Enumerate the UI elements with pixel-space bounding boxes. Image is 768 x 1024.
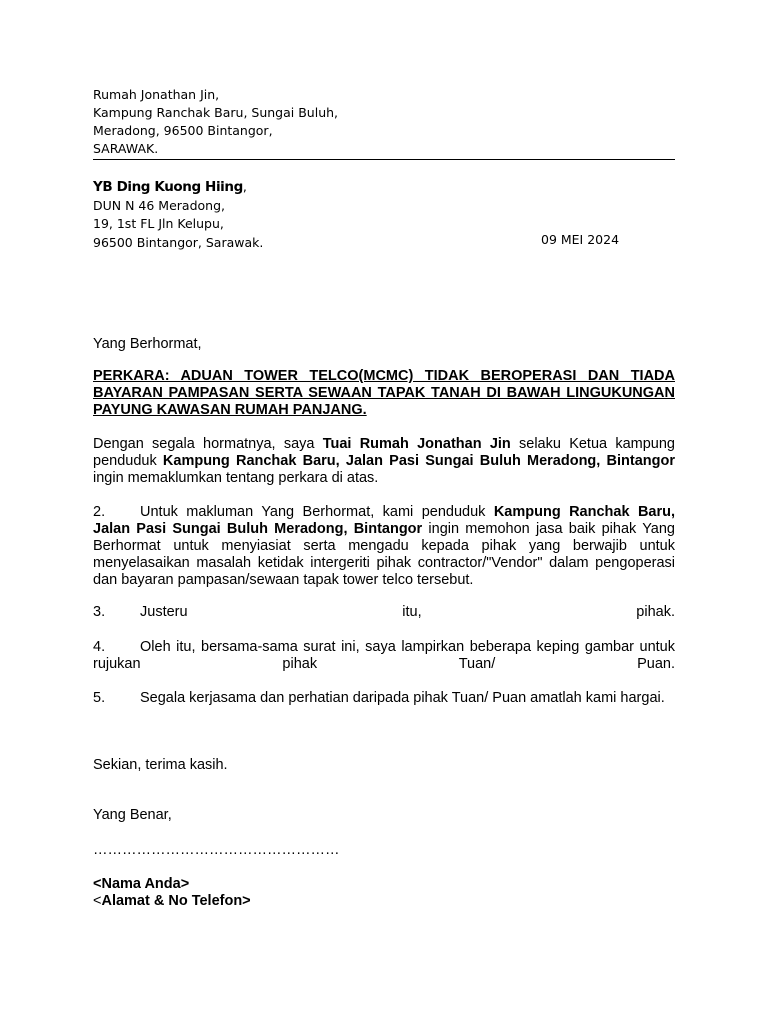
paragraph-text: Justeru itu, pihak.: [140, 604, 675, 620]
paragraph-3: [93, 604, 675, 621]
paragraph-number: 2.: [93, 504, 106, 520]
salutation: Yang Berhormat,: [93, 336, 202, 352]
address-placeholder: [93, 893, 675, 910]
sender-line: Meradong, 96500 Bintangor,: [93, 123, 273, 138]
address-placeholder-rest: Alamat & No Telefon>: [101, 893, 251, 909]
closing-line: Sekian, terima kasih.: [93, 757, 228, 773]
paragraph-number: 5.: [93, 690, 106, 706]
paragraph-text: ingin memohon jasa baik pihak Yang Berhormat untuk menyiasiat serta mengadu kepada pihak yang berwajib untuk menyelasaikan masalah ketidak intergeriti pihak contractor/"Vendor" dalam pengoperasi dan bayaran pampasan/sewaan tapak tower telco tersebut.: [93, 521, 675, 588]
address-placeholder-text: [93, 893, 251, 909]
paragraph-text: Untuk makluman Yang Berhormat, kami penduduk: [140, 504, 494, 520]
paragraph-text: Oleh itu, bersama-sama surat ini, saya lampirkan beberapa keping gambar untuk rujukan pihak Tuan/ Puan.: [93, 639, 675, 672]
sender-address: [93, 86, 675, 158]
paragraph-bold: Kampung Ranchak Baru, Jalan Pasi Sungai Buluh Meradong, Bintangor: [93, 504, 676, 537]
address-placeholder-open: <: [93, 893, 102, 909]
paragraph-2: [93, 504, 675, 589]
paragraph-number: 4.: [93, 639, 106, 655]
recipient-line: DUN N 46 Meradong,: [93, 197, 225, 213]
recipient-name: YB Ding Kuong Hiing: [93, 179, 243, 195]
paragraph-text: ingin memaklumkan tentang perkara di atas.: [93, 470, 379, 486]
paragraph-1: [93, 436, 675, 487]
recipient-line: 19, 1st FL Jln Kelupu,: [93, 216, 224, 231]
header-divider: [93, 159, 675, 160]
subject-line: PERKARA: ADUAN TOWER TELCO(MCMC) TIDAK BEROPERASI DAN TIADA BAYARAN PAMPASAN SERTA SEWAAN TAPAK TANAH DI BAWAH LINGUKUNGAN PAYUNG KAWASAN RUMAH PANJANG.: [93, 368, 675, 418]
sender-line: SARAWAK.: [93, 141, 159, 156]
paragraph-bold: Tuai Rumah Jonathan Jin: [322, 436, 511, 452]
paragraph-4: [93, 639, 675, 673]
paragraph-number: 3.: [93, 604, 106, 620]
recipient-name-line: [93, 178, 675, 197]
paragraph-text: Dengan segala hormatnya, saya: [93, 436, 323, 452]
name-placeholder: <Nama Anda>: [93, 876, 190, 892]
letter-date: 09 MEI 2024: [541, 232, 620, 247]
sender-line: Kampung Ranchak Baru, Sungai Buluh,: [93, 105, 339, 120]
sender-line: Rumah Jonathan Jin,: [93, 87, 220, 102]
recipient-line: 96500 Bintangor, Sarawak.: [93, 234, 264, 250]
recipient-name-suffix: ,: [242, 179, 247, 194]
paragraph-text: Segala kerjasama dan perhatian daripada pihak Tuan/ Puan amatlah kami hargai.: [140, 690, 665, 706]
yours-line: Yang Benar,: [93, 807, 172, 823]
paragraph-text: selaku Ketua kampung penduduk: [93, 436, 675, 469]
paragraph-5: [93, 690, 675, 707]
paragraph-bold: Kampung Ranchak Baru, Jalan Pasi Sungai Buluh Meradong, Bintangor: [162, 453, 675, 469]
signature-line: ……………………………………………: [93, 842, 340, 858]
